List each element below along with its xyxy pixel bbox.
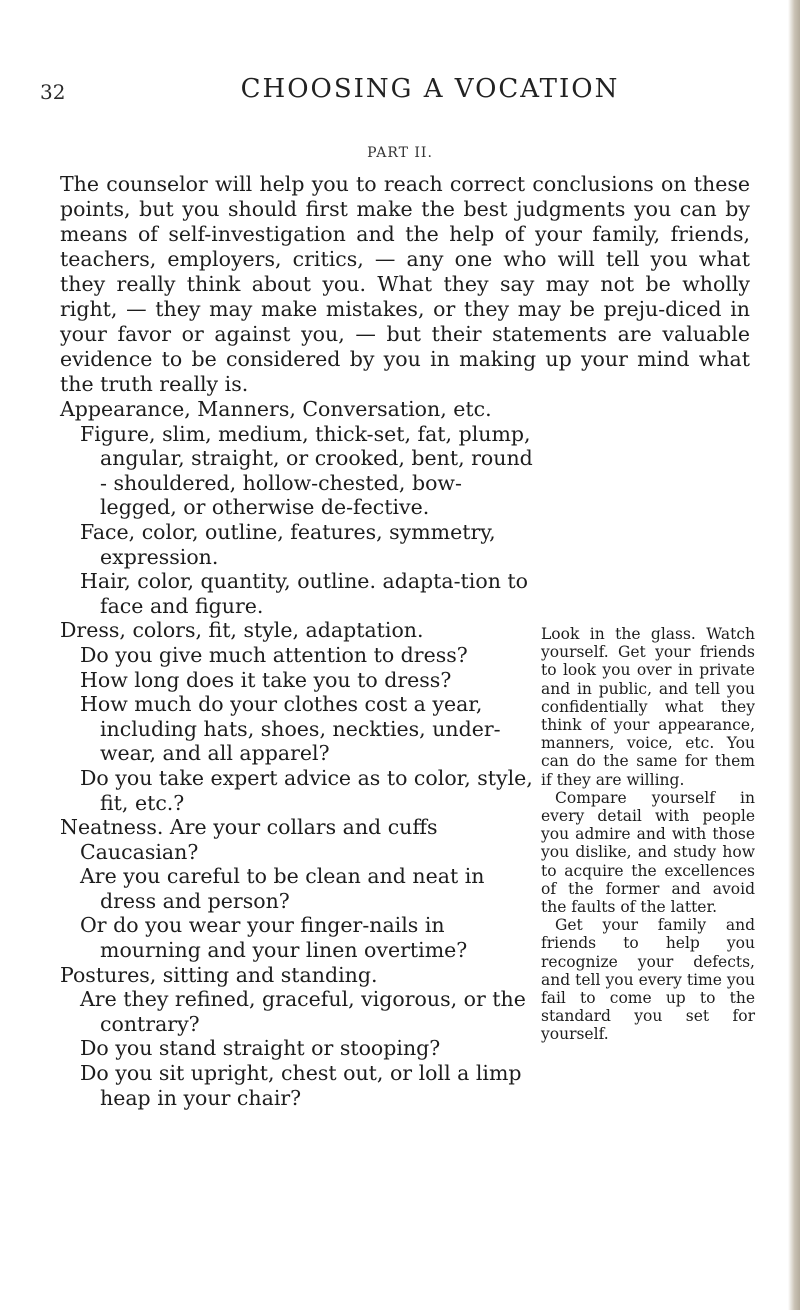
checklist-question: Do you give much attention to dress? [80,642,468,667]
part-label: PART II. [367,145,433,161]
marginal-note-paragraph: Look in the glass. Watch yourself. Get your friends to look you over in private and in public, and tell you confidentially what they think of your appearance, manners, voice, etc. You can do the same for them if they are willing. [541,625,755,789]
marginal-note [541,625,755,1044]
page-header [30,74,770,110]
checklist-item-postures: Postures, sitting and standing. [60,962,378,987]
checklist-item-face: Face, color, outline, features, symmetry, expression. [80,519,496,569]
page-number: 32 [40,80,66,104]
checklist-question: Do you sit upright, chest out, or loll a limp heap in your chair? [80,1061,522,1110]
checklist-question: Do you stand straight or stooping? [80,1036,441,1061]
checklist-question: Are they refined, graceful, vigorous, or the contrary? [80,987,526,1036]
checklist-question: Are you careful to be clean and neat in dress and person? [80,864,485,913]
checklist-question: How much do your clothes cost a year, including hats, shoes, neckties, under-wear, and all apparel? [80,692,501,766]
checklist-item-dress: Dress, colors, fit, style, adaptation. [60,618,424,643]
marginal-note-paragraph: Compare yourself in every detail with people you admire and with those you dislike, and study how to acquire the excellences of the former and avoid the faults of the latter. [541,788,755,917]
intro-paragraph: The counselor will help you to reach correct conclusions on these points, but you should first make the best judgments you can by means of self-investigation and the help of your family, friends, teachers, employers, critics, — any one who will tell you what they really think about you. What they say may not be wholly right, — they may make mistakes, or they may be preju-diced in your favor or against you, — but their statements are valuable evidence to be considered by you in making up your mind what the truth really is. [60,172,750,396]
checklist-question: Or do you wear your finger-nails in mourning and your linen overtime? [80,913,468,963]
running-title: CHOOSING A VOCATION [240,74,620,104]
marginal-note-paragraph: Get your family and friends to help you recognize your defects, and tell you every time you fail to come up to the standard you set for yourself. [541,916,755,1044]
checklist-item-hair: Hair, color, quantity, outline. adapta-tion to face and figure. [80,569,528,618]
section-heading: Appearance, Manners, Conversation, etc. [60,397,492,421]
checklist-item-neatness: Neatness. Are your collars and cuffs Caucasian? [60,815,438,864]
checklist-column [60,397,538,1110]
checklist-item-figure: Figure, slim, medium, thick-set, fat, plump, angular, straight, or crooked, bent, round - shouldered, hollow-chested, bow-legged, or otherwise de-fective. [80,421,533,520]
checklist-question: How long does it take you to dress? [80,667,452,692]
checklist-question: Do you take expert advice as to color, style, fit, etc.? [80,765,533,815]
binding-edge [788,0,800,1310]
